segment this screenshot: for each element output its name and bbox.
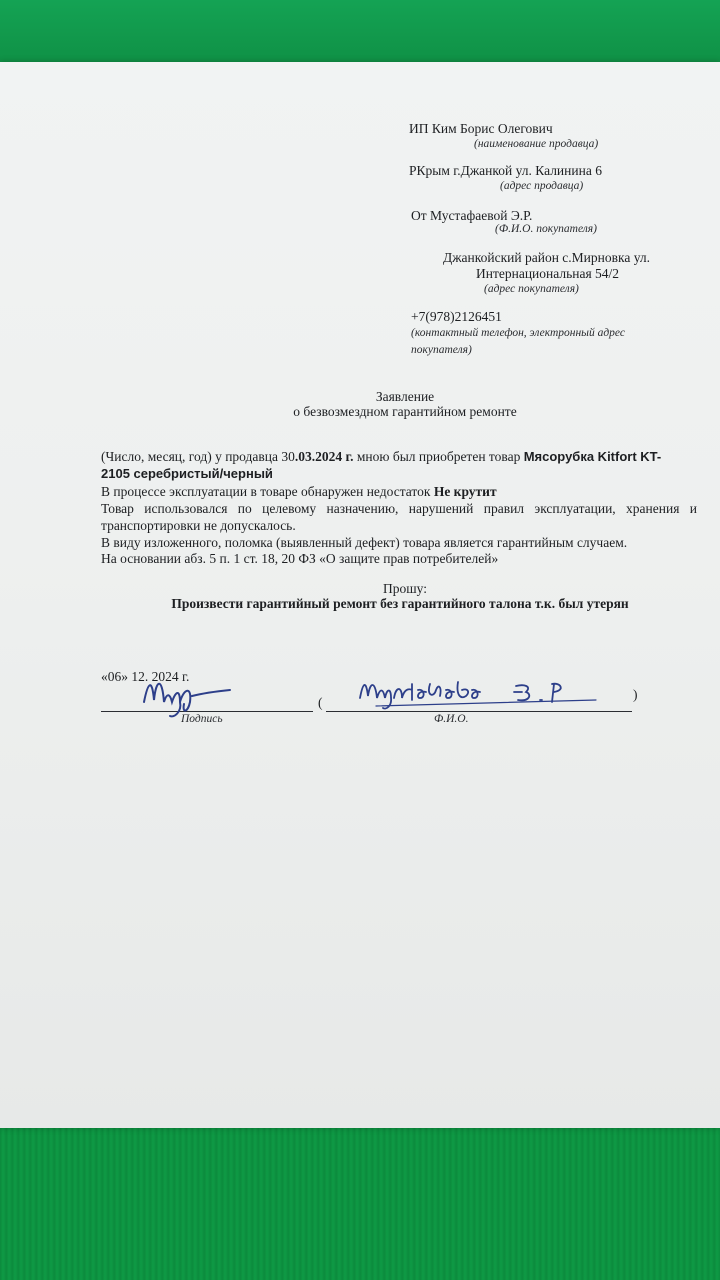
defect-prefix: В процессе эксплуатации в товаре обнаружен недостаток (101, 484, 434, 499)
green-background-top (0, 0, 720, 70)
defect-value: Не крутит (433, 484, 497, 499)
legal-basis: На основании абз. 5 п. 1 ст. 18, 20 ФЗ «О защите прав потребителей» (101, 551, 499, 566)
purchase-prefix: (Число, месяц, год) у продавца 30 (101, 449, 295, 464)
product-name-part2: 2105 серебристый/черный (101, 466, 273, 481)
buyer-name-note: (Ф.И.О. покупателя) (495, 223, 597, 235)
request-text: Произвести гарантийный ремонт без гарантийного талона т.к. был утерян (171, 596, 629, 611)
fio-paren-open: ( (318, 695, 323, 710)
phone-note-line2: покупателя) (411, 344, 472, 356)
usage-statement-line2: транспортировки не допускалось. (101, 518, 296, 533)
purchase-mid: мною был приобретен товар (353, 449, 524, 464)
buyer-name: От Мустафаевой Э.Р. (411, 208, 533, 223)
buyer-phone: +7(978)2126451 (411, 309, 502, 324)
document-title: Заявление (375, 389, 435, 404)
request-label: Прошу: (383, 581, 427, 596)
purchase-date: .03.2024 г. (294, 449, 354, 464)
application-date: «06» 12. 2024 г. (101, 669, 190, 684)
defect-statement (101, 484, 497, 500)
green-background-bottom (0, 1120, 720, 1280)
product-name-part1: Мясорубка Kitfort KT- (523, 449, 662, 464)
seller-address-note: (адрес продавца) (500, 180, 584, 192)
fio-paren-close: ) (633, 687, 638, 702)
fio-label: Ф.И.О. (434, 713, 469, 725)
usage-statement-line1: Товар использовался по целевому назначению, нарушений правил эксплуатации, хранения и (101, 501, 697, 516)
seller-name-note: (наименование продавца) (474, 138, 599, 150)
handwritten-name (356, 676, 606, 714)
purchase-statement (101, 449, 661, 465)
buyer-address-note: (адрес покупателя) (484, 283, 579, 295)
buyer-address-line1: Джанкойский район с.Мирновка ул. (443, 250, 650, 265)
handwritten-signature (140, 672, 235, 722)
seller-address: РКрым г.Джанкой ул. Калинина 6 (409, 163, 602, 178)
buyer-address-line2: Интернациональная 54/2 (476, 266, 620, 281)
phone-note-line1: (контактный телефон, электронный адрес (411, 327, 625, 339)
seller-name: ИП Ким Борис Олегович (409, 121, 553, 136)
warranty-case-statement: В виду изложенного, поломка (выявленный дефект) товара является гарантийным случаем. (101, 535, 628, 550)
signature-label: Подпись (181, 713, 223, 725)
document-subtitle: о безвозмездном гарантийном ремонте (293, 404, 517, 419)
